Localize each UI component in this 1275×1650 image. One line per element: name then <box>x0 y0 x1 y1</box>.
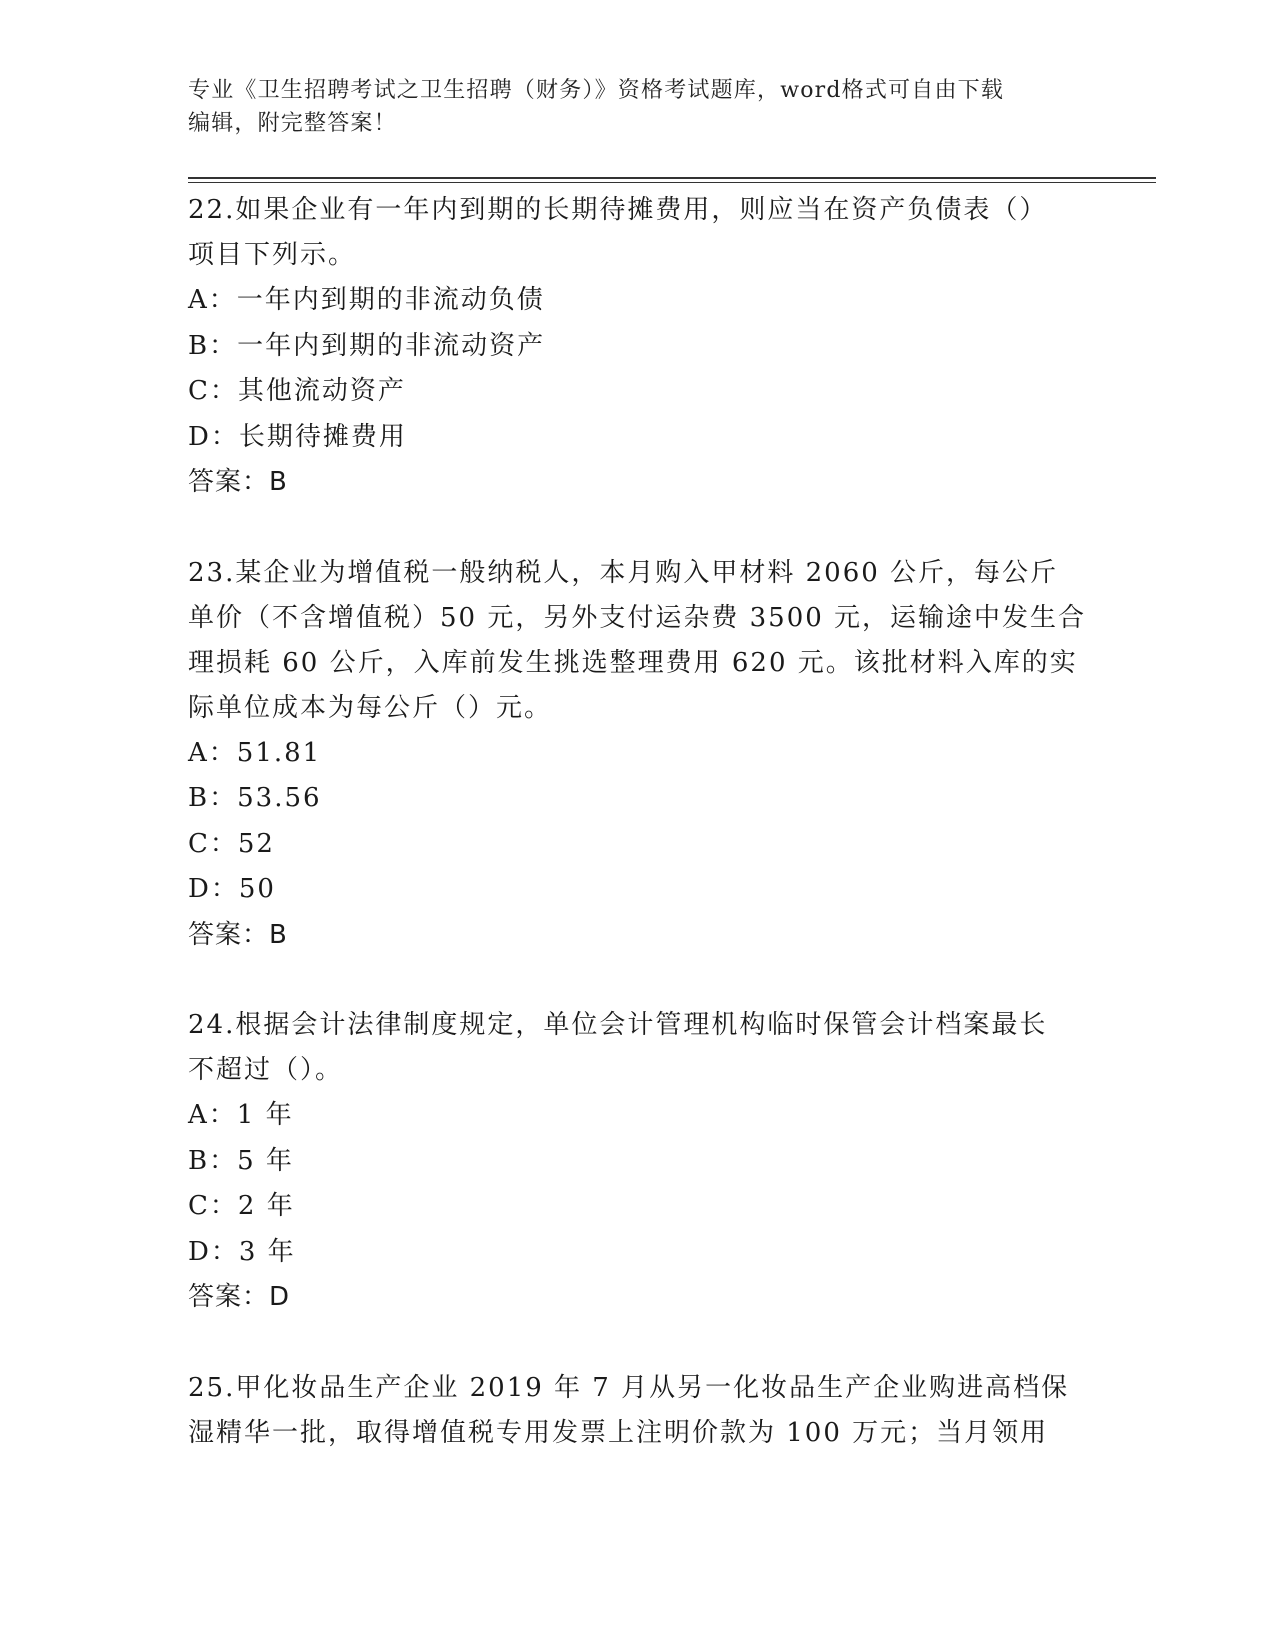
question-stem-line: 湿精华一批，取得增值税专用发票上注明价款为 100 万元；当月领用 <box>188 1417 1049 1448</box>
answer-line: 答案：D <box>188 1282 291 1312</box>
question-stem-line: 22.如果企业有一年内到期的长期待摊费用，则应当在资产负债表（） <box>188 195 1048 225</box>
option-a: A：51.81 <box>188 737 322 768</box>
answer-line: 答案：B <box>188 467 288 497</box>
question-22 <box>188 188 1088 506</box>
option-c: C：其他流动资产 <box>188 376 406 406</box>
question-25 <box>188 1366 1088 1456</box>
question-spacer <box>188 1321 1088 1366</box>
question-stem-line: 理损耗 60 公斤，入库前发生挑选整理费用 620 元。该批材料入库的实 <box>188 647 1078 678</box>
question-stem-line: 际单位成本为每公斤（）元。 <box>188 692 553 723</box>
option-d: D：长期待摊费用 <box>188 421 407 452</box>
option-d: D：3 年 <box>188 1236 296 1267</box>
question-24 <box>188 1003 1088 1321</box>
question-stem-line: 25.甲化妆品生产企业 2019 年 7 月从另一化妆品生产企业购进高档保 <box>188 1372 1070 1403</box>
question-stem-line: 24.根据会计法律制度规定，单位会计管理机构临时保管会计档案最长 <box>188 1010 1048 1040</box>
header-divider-thick <box>188 177 1156 179</box>
option-a: A：1 年 <box>188 1100 294 1130</box>
question-stem-line: 项目下列示。 <box>188 240 357 270</box>
header-line-2: 编辑，附完整答案！ <box>188 111 397 136</box>
question-stem-line: 23.某企业为增值税一般纳税人，本月购入甲材料 2060 公斤，每公斤 <box>188 557 1059 588</box>
option-c: C：52 <box>188 828 275 859</box>
header-line-1: 专业《卫生招聘考试之卫生招聘（财务）》资格考试题库，word格式可自由下载 <box>188 78 1005 103</box>
answer-line: 答案：B <box>188 919 288 950</box>
option-b: B：53.56 <box>188 783 322 813</box>
option-d: D：50 <box>188 874 276 904</box>
question-spacer <box>188 506 1088 551</box>
document-header <box>188 74 1088 140</box>
option-b: B：一年内到期的非流动资产 <box>188 330 546 361</box>
option-c: C：2 年 <box>188 1191 295 1221</box>
question-stem-line: 单价（不含增值税）50 元，另外支付运杂费 3500 元，运输途中发生合 <box>188 602 1087 633</box>
header-divider-thin <box>188 182 1156 183</box>
question-list <box>188 188 1088 1456</box>
option-b: B：5 年 <box>188 1145 294 1176</box>
option-a: A：一年内到期的非流动负债 <box>188 285 545 315</box>
question-stem-line: 不超过（）。 <box>188 1055 344 1085</box>
question-23 <box>188 551 1088 959</box>
question-spacer <box>188 958 1088 1003</box>
